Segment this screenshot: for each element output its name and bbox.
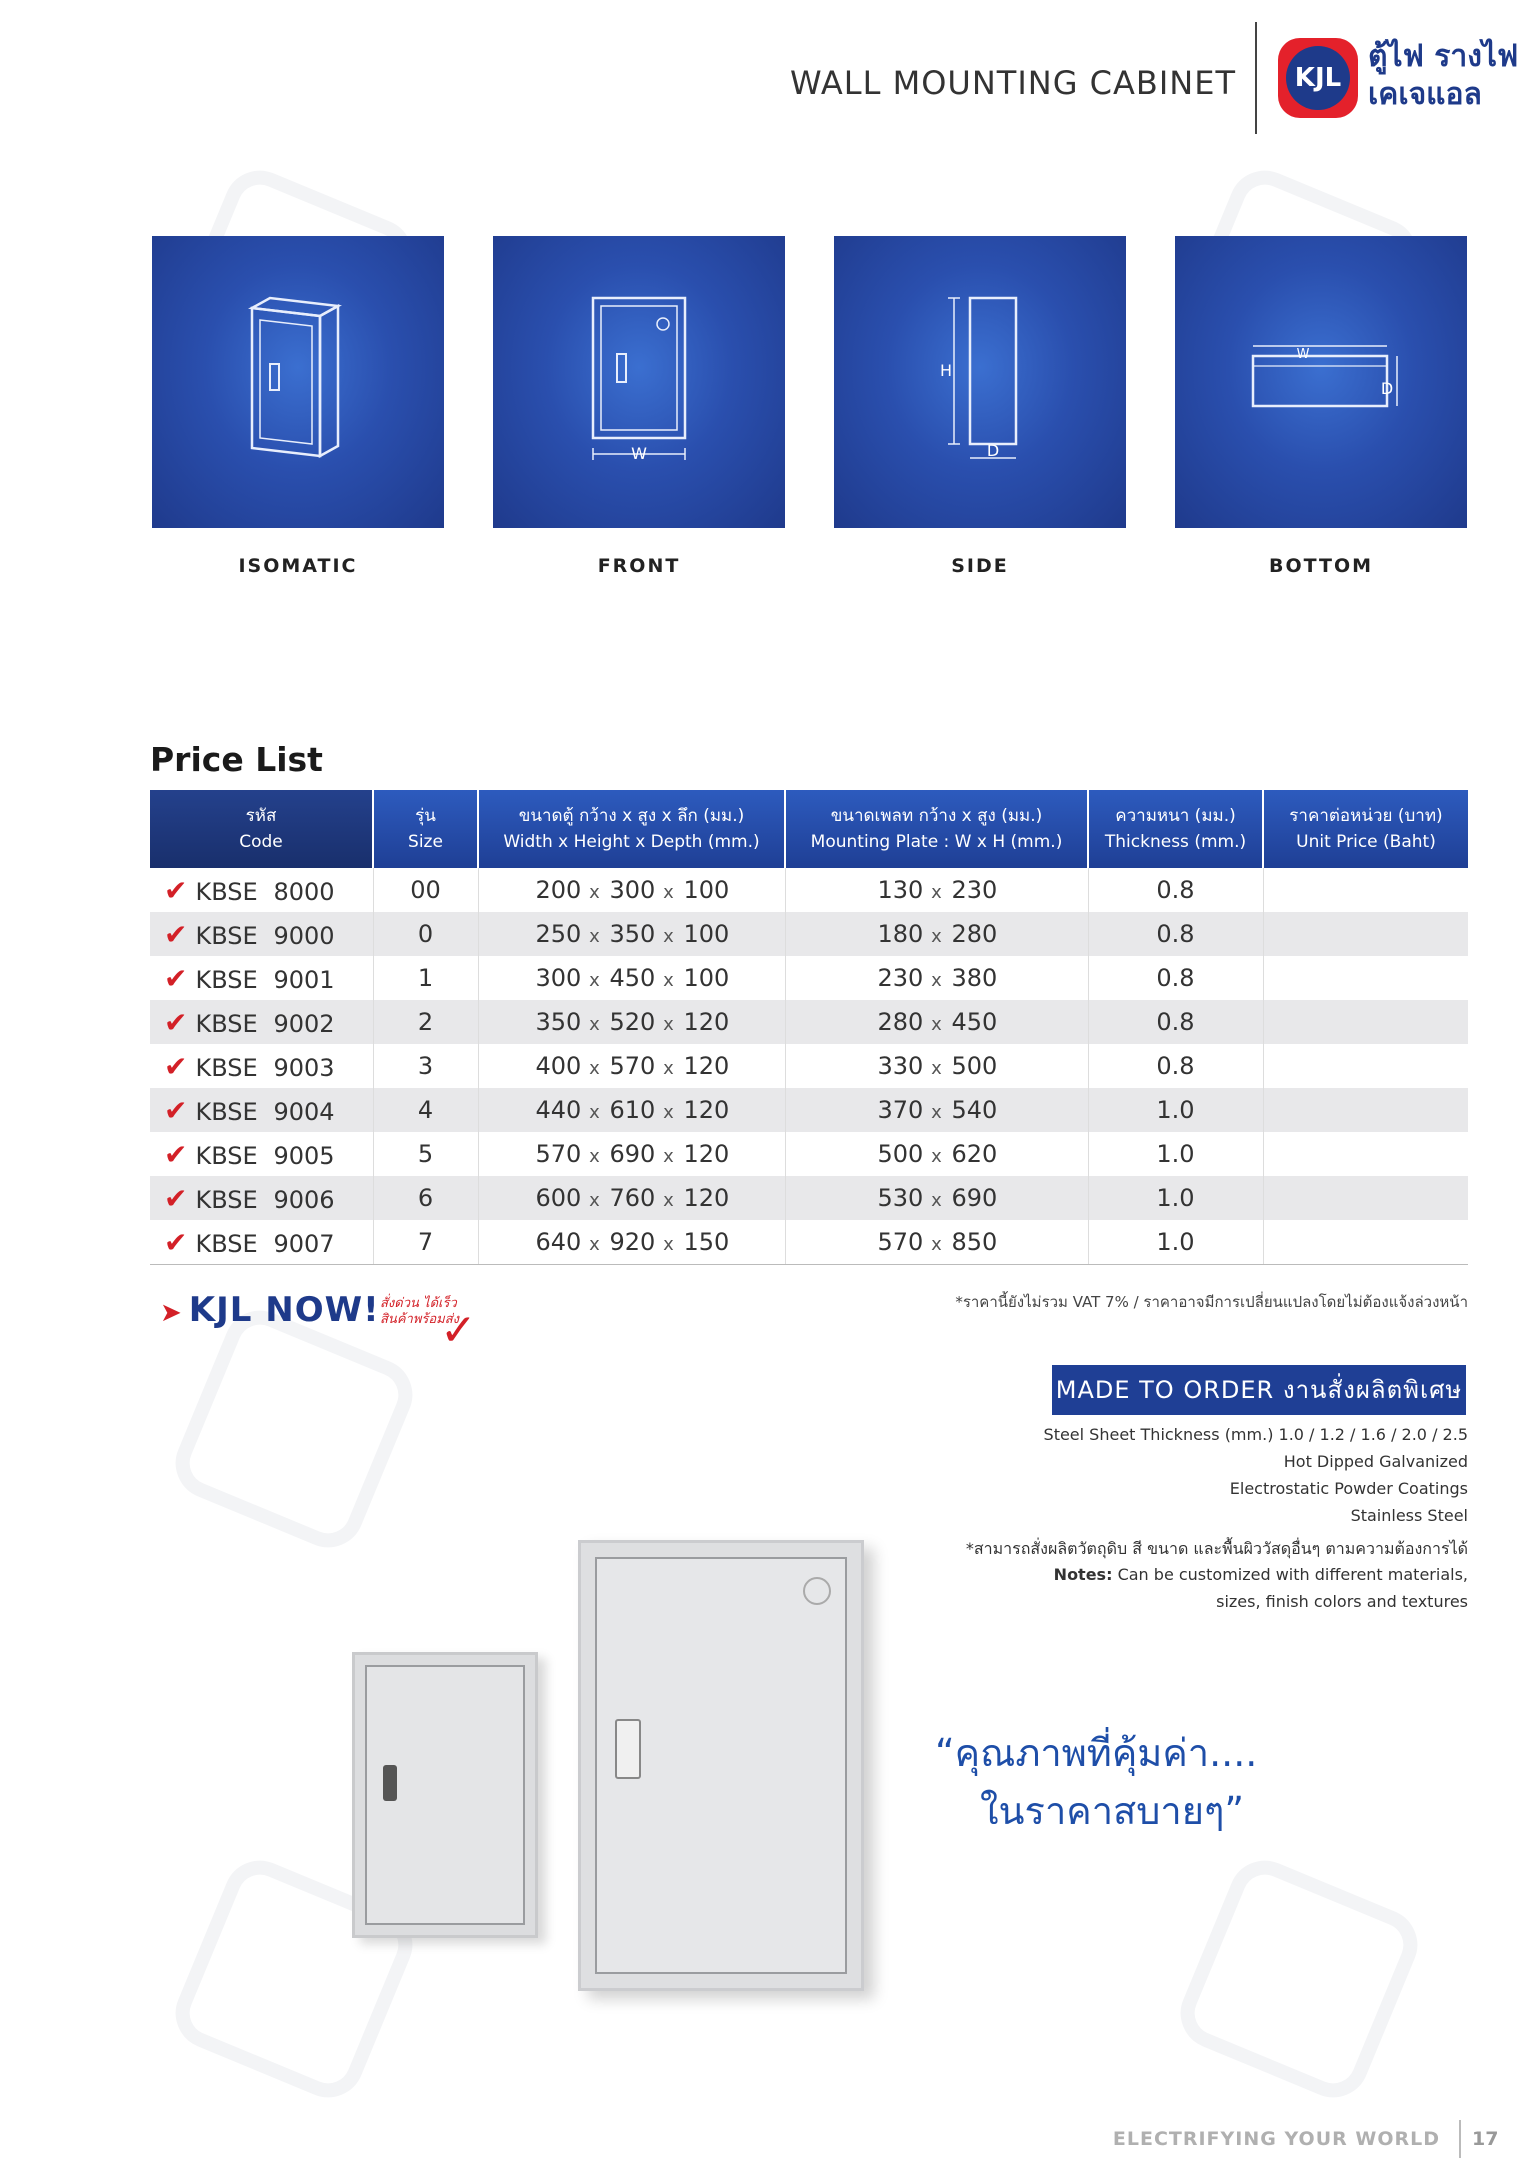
price-cell [1263, 1132, 1468, 1176]
plate-height-value: 450 [951, 1008, 998, 1036]
code-cell [150, 868, 373, 912]
code-number: 9005 [273, 1141, 335, 1170]
thickness-cell [1088, 1132, 1263, 1176]
watermark-logo [165, 1300, 424, 1559]
price-cell [1263, 1176, 1468, 1220]
logo-line2: เคเจแอล [1368, 77, 1482, 112]
height-value: 350 [609, 920, 656, 948]
customize-note-en [1054, 1565, 1468, 1584]
times-sep: x [931, 882, 942, 903]
size-value: 0 [417, 920, 434, 948]
thickness-cell [1088, 912, 1263, 956]
code-number: 9002 [273, 1009, 335, 1038]
times-sep: x [589, 926, 600, 947]
thickness-cell [1088, 1220, 1263, 1265]
plate-width-value: 530 [877, 1184, 924, 1212]
size-cell [373, 868, 478, 912]
plate-height-value: 540 [951, 1096, 998, 1124]
column-header-en: Mounting Plate : W x H (mm.) [810, 832, 1063, 852]
dimension-cell [478, 956, 785, 1000]
times-sep: x [663, 882, 674, 903]
height-value: 610 [609, 1096, 656, 1124]
price-cell [1263, 1088, 1468, 1132]
width-value: 300 [535, 964, 582, 992]
height-value: 920 [609, 1228, 656, 1256]
table-row [150, 1000, 1468, 1044]
code-prefix: KBSE [195, 921, 258, 950]
code-number: 9004 [273, 1097, 335, 1126]
check-icon: ✔ [164, 1093, 188, 1127]
column-header-th: ขนาดตู้ กว้าง x สูง x ลึก (มม.) [518, 806, 745, 826]
size-value: 00 [410, 876, 441, 904]
bottom-dim-d: D [1380, 379, 1394, 398]
dimension-cell [478, 912, 785, 956]
logo-mark: KJL [1286, 46, 1350, 110]
price-cell [1263, 1000, 1468, 1044]
check-icon: ✔ [164, 961, 188, 995]
dimension-cell [478, 1132, 785, 1176]
kjl-now-sub2: สินค้าพร้อมส่ง [380, 1312, 460, 1327]
thickness-cell [1088, 868, 1263, 912]
height-value: 520 [609, 1008, 656, 1036]
plate-cell [785, 956, 1088, 1000]
height-value: 450 [609, 964, 656, 992]
times-sep: x [663, 1234, 674, 1255]
plate-width-value: 280 [877, 1008, 924, 1036]
plate-height-value: 620 [951, 1140, 998, 1168]
bottom-view-image [1175, 236, 1467, 528]
checkmark-icon: ✓ [440, 1305, 477, 1356]
price-list-title: Price List [150, 740, 323, 779]
size-value: 1 [417, 964, 434, 992]
front-dim-w: W [631, 444, 647, 463]
times-sep: x [589, 1234, 600, 1255]
column-header [150, 790, 373, 868]
code-cell [150, 1044, 373, 1088]
column-header [1088, 790, 1263, 868]
times-sep: x [589, 1102, 600, 1123]
page-title: WALL MOUNTING CABINET [790, 64, 1236, 102]
column-header [373, 790, 478, 868]
depth-value: 150 [683, 1228, 730, 1256]
dimension-cell [478, 1176, 785, 1220]
plate-height-value: 850 [951, 1228, 998, 1256]
thickness-cell [1088, 956, 1263, 1000]
kjl-now-label: KJL NOW! [188, 1290, 380, 1330]
size-cell [373, 1220, 478, 1265]
size-cell [373, 1088, 478, 1132]
code-cell [150, 1088, 373, 1132]
dimension-cell [478, 1044, 785, 1088]
isometric-cabinet-icon [152, 236, 444, 528]
depth-value: 120 [683, 1052, 730, 1080]
times-sep: x [589, 1014, 600, 1035]
price-table [150, 790, 1468, 1265]
kjl-logo-icon [1278, 38, 1358, 118]
table-row [150, 1220, 1468, 1265]
times-sep: x [663, 926, 674, 947]
times-sep: x [931, 1014, 942, 1035]
size-value: 7 [417, 1228, 434, 1256]
plate-cell [785, 1088, 1088, 1132]
code-number: 9006 [273, 1185, 335, 1214]
size-cell [373, 1044, 478, 1088]
isometric-view-image [152, 236, 444, 528]
customize-note-en2: sizes, finish colors and textures [1216, 1592, 1468, 1611]
thickness-value: 0.8 [1156, 1052, 1195, 1080]
thickness-value: 1.0 [1156, 1184, 1195, 1212]
watermark-logo [1170, 1850, 1429, 2109]
check-icon: ✔ [164, 1181, 188, 1215]
thickness-cell [1088, 1044, 1263, 1088]
thickness-value: 1.0 [1156, 1140, 1195, 1168]
size-cell [373, 1132, 478, 1176]
thickness-value: 0.8 [1156, 920, 1195, 948]
size-cell [373, 1000, 478, 1044]
width-value: 570 [535, 1140, 582, 1168]
width-value: 200 [535, 876, 582, 904]
code-cell [150, 1000, 373, 1044]
size-cell [373, 956, 478, 1000]
price-table-body [150, 868, 1468, 1265]
times-sep: x [931, 1146, 942, 1167]
arrow-icon: ➤ [160, 1298, 183, 1328]
column-header-en: Thickness (mm.) [1104, 832, 1247, 852]
spec-line: Electrostatic Powder Coatings [1229, 1479, 1468, 1498]
code-prefix: KBSE [195, 877, 258, 906]
code-number: 9001 [273, 965, 335, 994]
front-cabinet-icon [493, 236, 785, 528]
code-prefix: KBSE [195, 1053, 258, 1082]
plate-height-value: 500 [951, 1052, 998, 1080]
check-icon: ✔ [164, 1137, 188, 1171]
spec-line: Stainless Steel [1350, 1506, 1468, 1525]
header-divider [1255, 22, 1257, 134]
plate-cell [785, 1176, 1088, 1220]
plate-cell [785, 1132, 1088, 1176]
times-sep: x [589, 1190, 600, 1211]
code-prefix: KBSE [195, 1141, 258, 1170]
column-header-en: Unit Price (Baht) [1296, 832, 1436, 852]
check-icon: ✔ [164, 917, 188, 951]
column-header [1263, 790, 1468, 868]
table-row [150, 1176, 1468, 1220]
times-sep: x [931, 970, 942, 991]
dimension-cell [478, 1088, 785, 1132]
thickness-value: 1.0 [1156, 1228, 1195, 1256]
plate-width-value: 230 [877, 964, 924, 992]
column-header-en: Code [239, 832, 283, 852]
plate-width-value: 500 [877, 1140, 924, 1168]
column-header-th: รหัส [245, 806, 277, 826]
price-cell [1263, 1044, 1468, 1088]
thickness-cell [1088, 1088, 1263, 1132]
vat-note: *ราคานี้ยังไม่รวม VAT 7% / ราคาอาจมีการเปลี่ยนแปลงโดยไม่ต้องแจ้งล่วงหน้า [955, 1293, 1468, 1311]
code-prefix: KBSE [195, 1097, 258, 1126]
height-value: 690 [609, 1140, 656, 1168]
times-sep: x [931, 1058, 942, 1079]
price-cell [1263, 868, 1468, 912]
column-header-th: ความหนา (มม.) [1115, 806, 1236, 826]
height-value: 300 [609, 876, 656, 904]
thickness-value: 0.8 [1156, 964, 1195, 992]
times-sep: x [931, 1102, 942, 1123]
front-view-image [493, 236, 785, 528]
made-to-order-banner: MADE TO ORDER งานสั่งผลิตพิเศษ [1052, 1365, 1466, 1415]
plate-cell [785, 868, 1088, 912]
spec-line: Steel Sheet Thickness (mm.) 1.0 / 1.2 / 1.6 / 2.0 / 2.5 [1043, 1425, 1468, 1444]
size-value: 5 [417, 1140, 434, 1168]
notes-label: Notes: [1053, 1565, 1113, 1584]
logo-text [1368, 38, 1518, 114]
kjl-now-sub1: สั่งด่วน ได้เร็ว [380, 1296, 457, 1311]
width-value: 440 [535, 1096, 582, 1124]
plate-width-value: 570 [877, 1228, 924, 1256]
notes-line1: Can be customized with different materials, [1117, 1565, 1468, 1584]
times-sep: x [663, 1058, 674, 1079]
times-sep: x [931, 1190, 942, 1211]
size-cell [373, 1176, 478, 1220]
small-cabinet-image [352, 1652, 538, 1938]
thickness-cell [1088, 1000, 1263, 1044]
code-cell [150, 1220, 373, 1265]
side-view-image [834, 236, 1126, 528]
side-dim-d: D [986, 441, 1000, 460]
check-icon: ✔ [164, 1005, 188, 1039]
times-sep: x [663, 1146, 674, 1167]
code-prefix: KBSE [195, 1229, 258, 1258]
price-cell [1263, 1220, 1468, 1265]
times-sep: x [589, 1058, 600, 1079]
times-sep: x [663, 970, 674, 991]
thickness-value: 0.8 [1156, 1008, 1195, 1036]
thickness-value: 0.8 [1156, 876, 1195, 904]
column-header-en: Size [408, 832, 443, 852]
check-icon: ✔ [164, 1049, 188, 1083]
code-cell [150, 956, 373, 1000]
plate-height-value: 280 [951, 920, 998, 948]
width-value: 350 [535, 1008, 582, 1036]
times-sep: x [663, 1014, 674, 1035]
width-value: 250 [535, 920, 582, 948]
height-value: 760 [609, 1184, 656, 1212]
dimension-cell [478, 1220, 785, 1265]
page-number: 17 [1472, 2128, 1499, 2150]
view-label-front: FRONT [597, 555, 681, 577]
badge-icon [803, 1577, 831, 1605]
code-number: 9007 [273, 1229, 335, 1258]
plate-width-value: 370 [877, 1096, 924, 1124]
depth-value: 100 [683, 876, 730, 904]
depth-value: 120 [683, 1140, 730, 1168]
times-sep: x [931, 1234, 942, 1255]
view-label-bottom: BOTTOM [1268, 555, 1374, 577]
check-icon: ✔ [164, 873, 188, 907]
code-number: 9000 [273, 921, 335, 950]
times-sep: x [663, 1102, 674, 1123]
dimension-cell [478, 1000, 785, 1044]
table-row [150, 1044, 1468, 1088]
table-row [150, 1088, 1468, 1132]
column-header [785, 790, 1088, 868]
column-header-th: รุ่น [415, 806, 436, 826]
thickness-cell [1088, 1176, 1263, 1220]
footer-tagline: ELECTRIFYING YOUR WORLD [1112, 2128, 1440, 2150]
plate-cell [785, 912, 1088, 956]
price-table-header [150, 790, 1468, 868]
depth-value: 120 [683, 1096, 730, 1124]
plate-height-value: 230 [951, 876, 998, 904]
lock-icon [383, 1765, 397, 1801]
times-sep: x [589, 1146, 600, 1167]
quote-line1: “คุณภาพที่คุ้มค่า.... [935, 1731, 1258, 1775]
plate-height-value: 690 [951, 1184, 998, 1212]
quote-line2: ในราคาสบายๆ” [980, 1789, 1245, 1833]
size-value: 3 [417, 1052, 434, 1080]
code-cell [150, 1132, 373, 1176]
side-dim-h: H [939, 361, 953, 380]
size-value: 6 [417, 1184, 434, 1212]
column-header-th: ขนาดเพลท กว้าง x สูง (มม.) [830, 806, 1043, 826]
depth-value: 120 [683, 1008, 730, 1036]
column-header-en: Width x Height x Depth (mm.) [503, 832, 760, 852]
plate-cell [785, 1220, 1088, 1265]
code-number: 8000 [273, 877, 335, 906]
view-label-isomatic: ISOMATIC [238, 555, 358, 577]
dimension-cell [478, 868, 785, 912]
table-row [150, 912, 1468, 956]
bottom-dim-w: W [1296, 347, 1310, 362]
footer-divider [1459, 2120, 1461, 2158]
width-value: 400 [535, 1052, 582, 1080]
code-cell [150, 912, 373, 956]
kjl-now-logo [160, 1290, 380, 1330]
table-row [150, 956, 1468, 1000]
plate-width-value: 130 [877, 876, 924, 904]
table-row [150, 868, 1468, 912]
column-header-th: ราคาต่อหน่วย (บาท) [1289, 806, 1443, 826]
plate-cell [785, 1044, 1088, 1088]
table-row [150, 1132, 1468, 1176]
price-cell [1263, 912, 1468, 956]
code-prefix: KBSE [195, 965, 258, 994]
times-sep: x [589, 970, 600, 991]
plate-height-value: 380 [951, 964, 998, 992]
width-value: 640 [535, 1228, 582, 1256]
customize-note-th: *สามารถสั่งผลิตวัตถุดิบ สี ขนาด และพื้นผิววัสดุอื่นๆ ตามความต้องการได้ [965, 1539, 1468, 1558]
lock-icon [615, 1719, 641, 1779]
plate-width-value: 330 [877, 1052, 924, 1080]
size-cell [373, 912, 478, 956]
times-sep: x [931, 926, 942, 947]
size-value: 2 [417, 1008, 434, 1036]
thickness-value: 1.0 [1156, 1096, 1195, 1124]
code-prefix: KBSE [195, 1009, 258, 1038]
code-prefix: KBSE [195, 1185, 258, 1214]
logo-line1: ตู้ไฟ รางไฟ [1368, 39, 1519, 74]
bottom-cabinet-icon [1175, 236, 1467, 528]
side-cabinet-icon [834, 236, 1126, 528]
depth-value: 100 [683, 920, 730, 948]
check-icon: ✔ [164, 1225, 188, 1259]
depth-value: 100 [683, 964, 730, 992]
height-value: 570 [609, 1052, 656, 1080]
code-number: 9003 [273, 1053, 335, 1082]
depth-value: 120 [683, 1184, 730, 1212]
price-cell [1263, 956, 1468, 1000]
size-value: 4 [417, 1096, 434, 1124]
column-header [478, 790, 785, 868]
spec-line: Hot Dipped Galvanized [1283, 1452, 1468, 1471]
view-label-side: SIDE [951, 555, 1009, 577]
plate-width-value: 180 [877, 920, 924, 948]
times-sep: x [589, 882, 600, 903]
width-value: 600 [535, 1184, 582, 1212]
plate-cell [785, 1000, 1088, 1044]
code-cell [150, 1176, 373, 1220]
large-cabinet-image [578, 1540, 864, 1991]
times-sep: x [663, 1190, 674, 1211]
